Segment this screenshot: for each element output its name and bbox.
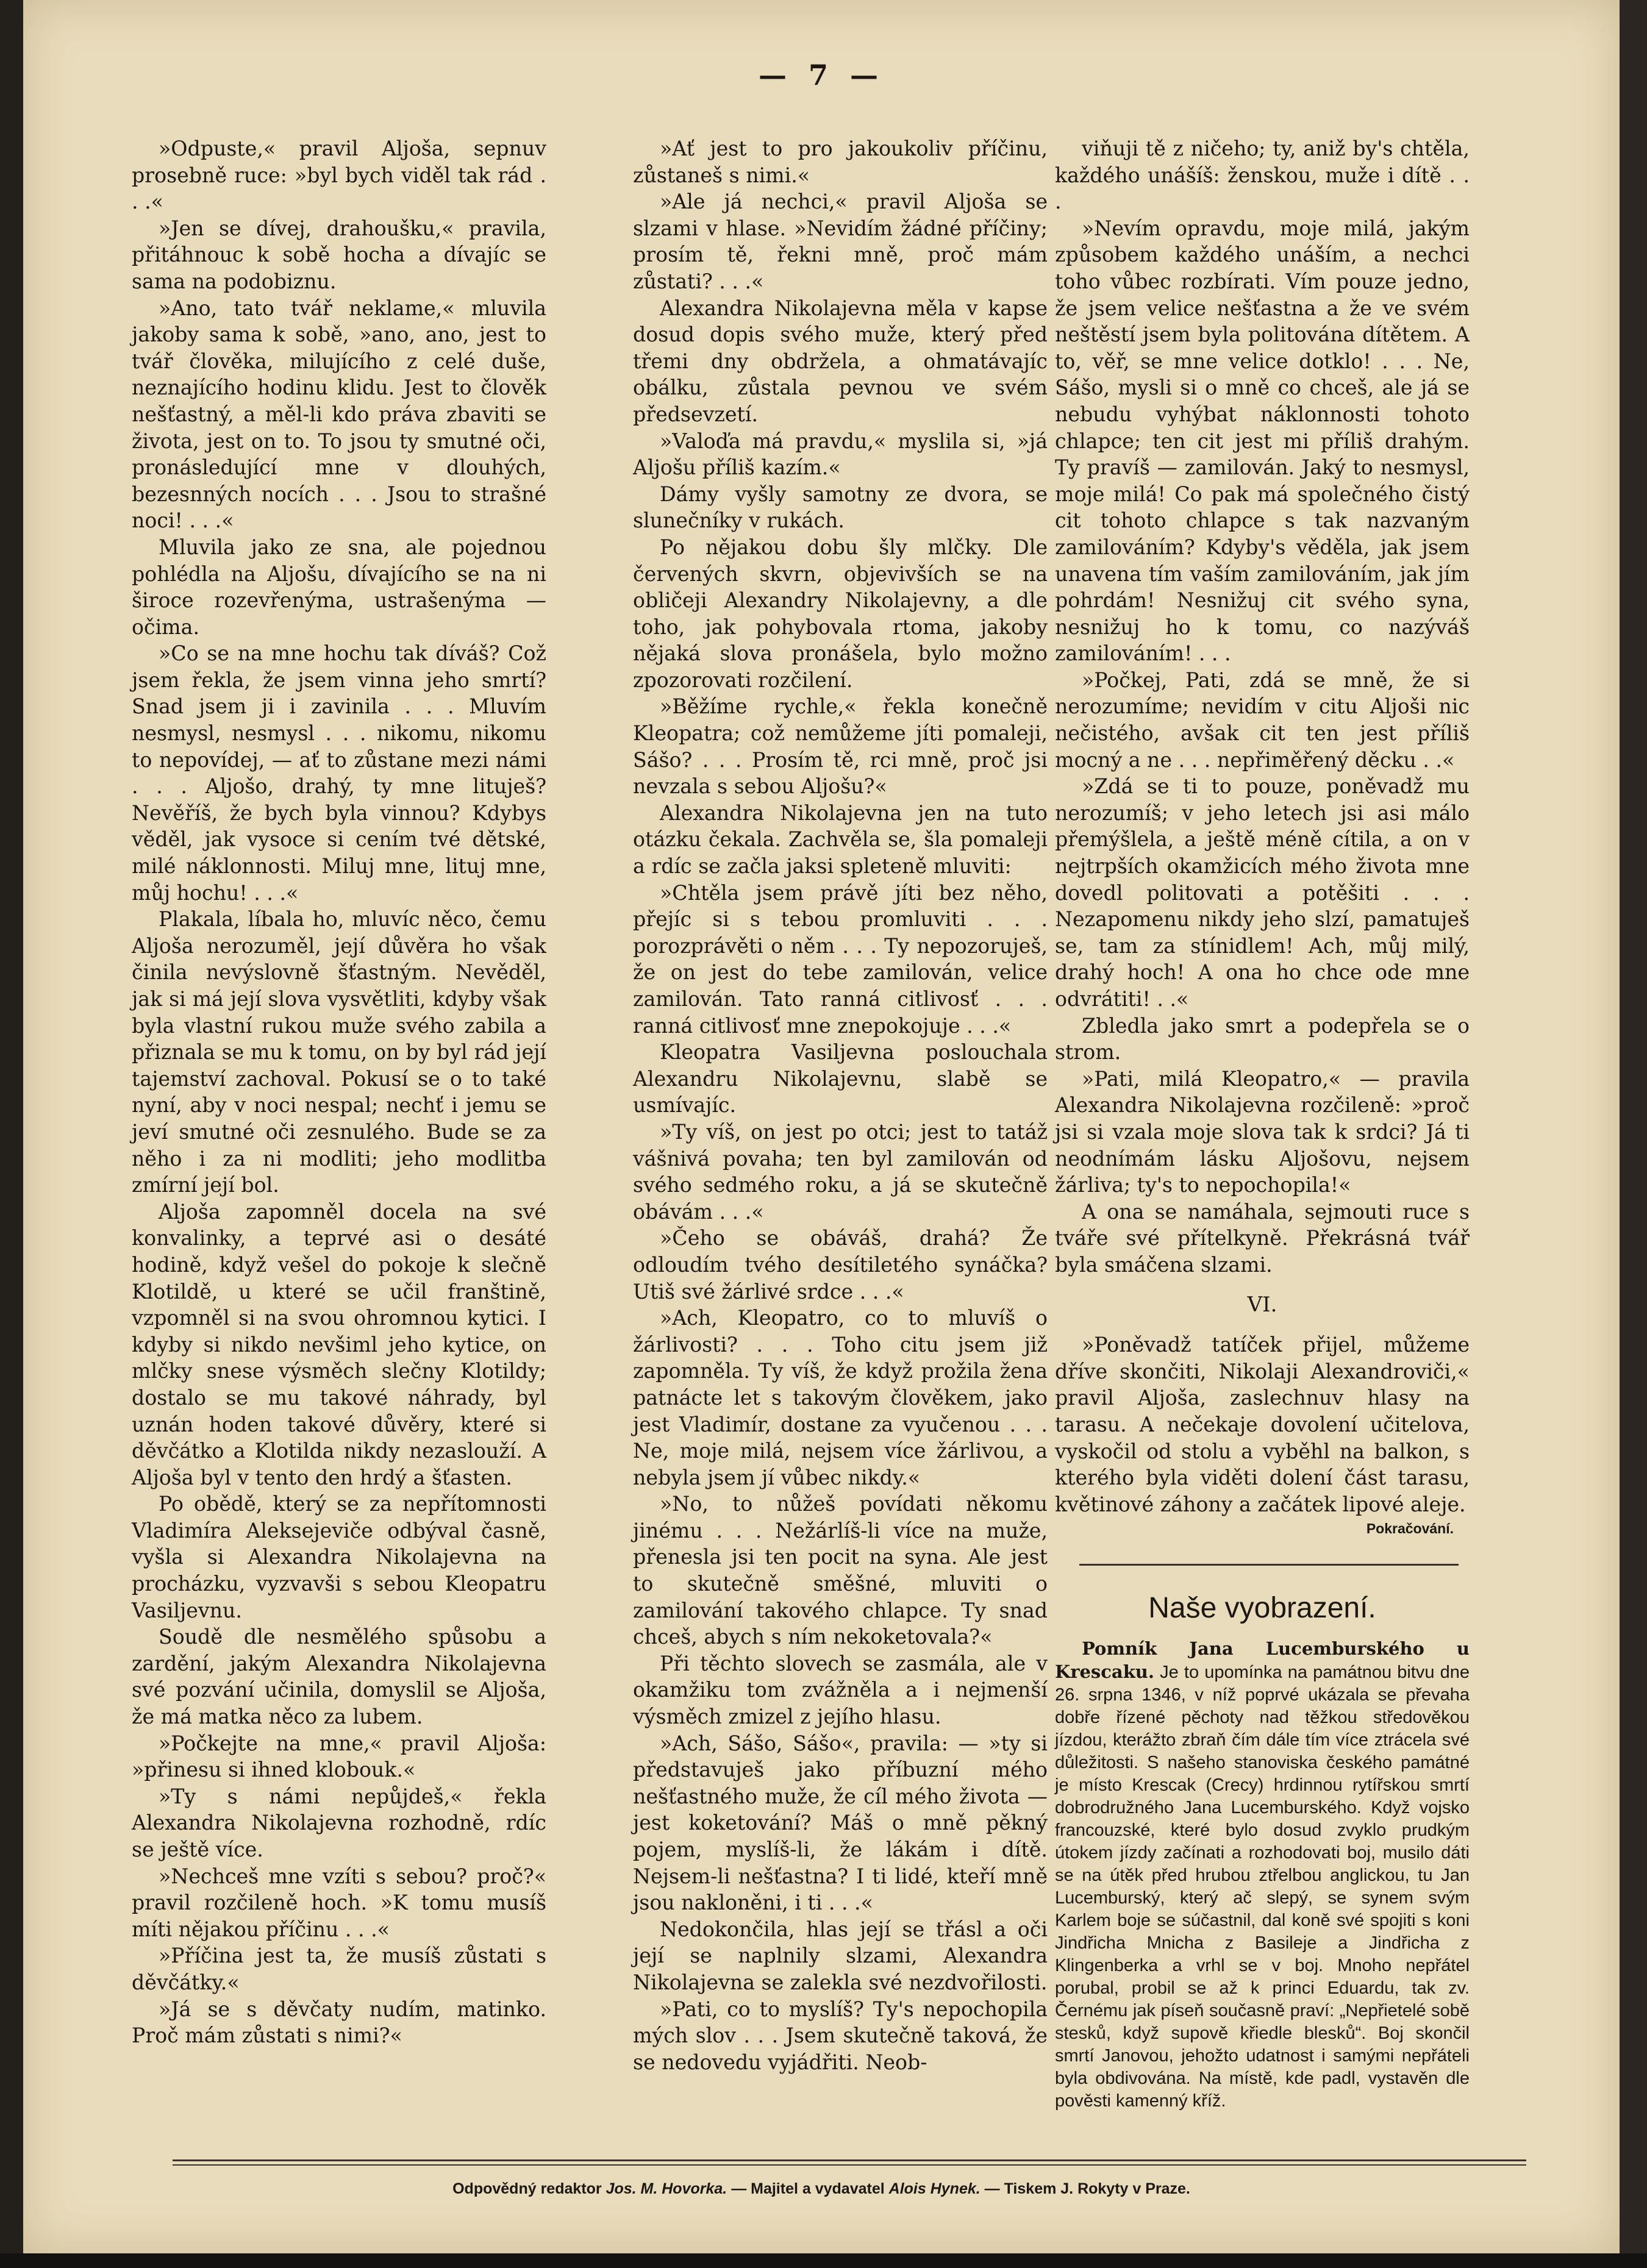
paragraph: »Ty s námi nepůjdeš,« řekla Alexandra Nikolajevna rozhodně, rdíc se ještě více. (132, 1784, 546, 1861)
text-column-2 (633, 135, 1048, 2075)
footer-rule (173, 2164, 1526, 2166)
paragraph: Soudě dle nesmělého spůsobu a zardění, jakým Alexandra Nikolajevna své pozvání učinila, domyslil se Aljoša, že má matka něco za lubem. (132, 1625, 546, 1729)
paragraph: »Co se na mne hochu tak díváš? Což jsem řekla, že jsem vinna jeho smrtí? Snad jsem ji i zavinila . . . Mluvím nesmysl, nesmysl . . . nikomu, nikomu to nepovídej, — ať to zůstane mezi námi . . . Aljošo, drahý, ty mne lituješ? Nevěříš, že bych byla vinnou? Kdybys věděl, jak vysoce si cením tvé dětské, milé náklonnosti. Miluj mne, lituj mne, můj hochu! . . .« (132, 641, 546, 905)
paragraph: viňuji tě z ničeho; ty, aniž by's chtěla, každého unášíš: ženskou, muže i dítě . . . (1055, 137, 1470, 214)
paragraph: Aljoša zapomněl docela na své konvalinky, a teprvé asi o desáté hodině, když vešel do pokoje k slečně Klotildě, u které se učil franštině, vzpomněl si na svou ohromnou kytici. I kdyby si nikdo nevšiml jeho kytice, on mlčky snese výsměch slečny Klotildy; dostalo se mu takové náhrady, byl uznán hoden takové důvěry, které si děvčátko a Klotilda nikdy nezaslouží. A Aljoša byl v tento den hrdý a šťasten. (132, 1199, 546, 1489)
paragraph: »Příčina jest ta, že musíš zůstati s děvčátky.« (132, 1944, 546, 1994)
illustration-body: Je to upomínka na památnou bitvu dne 26. srpna 1346, v níž poprvé ukázala se převaha dobře řízené pěchoty nad těžkou středověkou jízdou, kterážto zbraň čím dále tím více ztrácela své důležitosti. S našeho stanoviska českého památné je místo Krescak (Crecy) hrdinnou rytířskou smrtí dobrodružného Jana Lucemburského. Když vojsko francouzské, které bylo dosud zvyklo prudkým útokem jízdy začínati a rozhodovati boj, musilo dáti se na útěk před hrubou ztřelbou anglickou, tu Jan Lucemburský, který ač slepý, se synem svým Karlem boje se súčastnil, dal koně své spojiti s koni Jindřicha Mnicha z Basileje a Jindřicha z Klingenberka a vrhl se v boj. Mnoho nepřátel porubal, probil se až k princi Eduardu, tak zv. Černému jak píseň současně praví: „Nepřietelé sobě stesků, když supově křiedle blesků“. Boj skončil smrtí Janovou, jehožto udatnost i samými nepřáteli byla obdivována. Na místě, kde padl, vystavěn dle pověsti kamenný kříž. (1055, 1663, 1470, 2111)
paragraph: »Běžíme rychle,« řekla konečně Kleopatra; což nemůžeme jíti pomaleji, Sášo? . . . Prosím tě, rci mně, proč jsi nevzala s sebou Aljošu?« (633, 694, 1048, 799)
section-title: Naše vyobrazení. (1148, 1592, 1376, 1625)
paragraph: »Čeho se obáváš, drahá? Že odloudím tvého desítiletého synáčka? Utiš své žárlivé srdce . . .« (633, 1226, 1048, 1303)
paragraph: Dámy vyšly samotny ze dvora, se slunečníky v rukách. (633, 482, 1048, 533)
paragraph: Po obědě, který se za nepřítomnosti Vladimíra Aleksejeviče odbýval časně, vyšla si Alexandra Nikolajevna na procházku, vyzvavši s sebou Kleopatru Vasiljevnu. (132, 1492, 546, 1622)
section-divider (1079, 1564, 1459, 1566)
paragraph: »Pati, co to myslíš? Ty's nepochopila mých slov . . . Jsem skutečně taková, že se nedovedu vyjádřiti. Neob- (633, 1997, 1048, 2074)
paragraph: Alexandra Nikolajevna jen na tuto otázku čekala. Zachvěla se, šla pomaleji a rdíc se začla jaksi spleteně mluviti: (633, 801, 1048, 879)
paragraph: »Počkejte na mne,« pravil Aljoša: »přinesu si ihned klobouk.« (132, 1731, 546, 1782)
footer-suffix: — Tiskem J. Rokyty v Praze. (984, 2180, 1190, 2197)
paragraph: »Zdá se ti to pouze, poněvadž mu nerozumíš; v jeho letech jsi asi málo přemýšlela, a ještě méně cítila, a on v nejtrpších okamžicích mého života mne dovedl politovati a potěšiti . . . Nezapomenu nikdy jeho slzí, pamatuješ se, tam za stínidlem! Ach, můj milý, drahý hoch! A ona ho chce ode mne odvrátiti! . .« (1055, 774, 1470, 1011)
paragraph: »Já se s děvčaty nudím, matinko. Proč mám zůstati s nimi?« (132, 1997, 546, 2048)
paragraph: A ona se namáhala, sejmouti ruce s tváře své přítelkyně. Překrásná tvář byla smáčena slzami. (1055, 1199, 1470, 1277)
paragraph: »No, to nůžeš povídati někomu jinému . . . Nežárlíš-li více na muže, přenesla jsi ten pocit na syna. Ale jest to skutečně směšné, mluviti o zamilování takového chlapce. Ty snad chceš, abych s ním nekoketovala?« (633, 1492, 1048, 1649)
paragraph: Nedokončila, hlas její se třásl a oči její se naplnily slzami, Alexandra Nikolajevna se zalekla své nezdvořilosti. (633, 1917, 1048, 1994)
paragraph: »Ty víš, on jest po otci; jest to tatáž vášnivá povaha; ten byl zamilován od svého sedmého roku, a já se skutečně obávám . . .« (633, 1119, 1048, 1224)
paragraph: Mluvila jako ze sna, ale pojednou pohlédla na Aljošu, dívajícího se na ni široce rozevřenýma, ustrašenýma — očima. (132, 535, 546, 639)
bottom-page-edge (0, 2253, 1647, 2268)
paragraph: »Nechceš mne vzíti s sebou? proč?« pravil rozčileně hoch. »K tomu musíš míti nějakou příčinu . . .« (132, 1864, 546, 1941)
paragraph: »Ano, tato tvář neklame,« mluvila jakoby sama k sobě, »ano, ano, jest to tvář člověka, milujícího z celé duše, neznajícího hodinu klidu. Jest to člověk nešťastný, a měl-li kdo práva zbaviti se života, jest on to. To jsou ty smutné oči, pronásledující mne v dlouhých, bezesnných nocích . . . Jsou to strašné noci! . . .« (132, 296, 546, 533)
footer-publisher: Alois Hynek. (888, 2180, 981, 2197)
chapter-heading: VI. (1247, 1292, 1277, 1317)
continued-label: Pokračování. (1366, 1521, 1454, 1537)
paragraph: »Ale já nechci,« pravil Aljoša se slzami v hlase. »Nevidím žádné příčiny; prosím tě, řekni mně, proč mám zůstati? . . .« (633, 190, 1048, 293)
paragraph: »Ať jest to pro jakoukoliv příčinu, zůstaneš s nimi.« (633, 137, 1048, 187)
footer-mid: — Majitel a vydavatel (731, 2180, 885, 2197)
paragraph: »Odpuste,« pravil Aljoša, sepnuv prosebně ruce: »byl bych viděl tak rád . . .« (132, 137, 546, 214)
paragraph: »Počkej, Pati, zdá se mně, že si nerozumíme; nevidím v citu Aljoši nic nečistého, avšak cit ten jest příliš mocný a ne . . . nepřiměřený děcku . .« (1055, 668, 1470, 772)
illustration-text (1055, 1638, 1470, 2113)
footer-editor: Jos. M. Hovorka. (606, 2180, 727, 2197)
illustration-note (1055, 1638, 1470, 2113)
paragraph: »Ach, Sášo, Sášo«, pravila: — »ty si představuješ jako příbuzní mého nešťastného muže, že cíl mého života — jest koketování? Máš o mně pěkný pojem, myslíš-li, že lákám i dítě. Nejsem-li nešťastna? I ti lidé, kteří mně jsou nakloněni, i ti . . .« (633, 1731, 1048, 1915)
paragraph: Po nějakou dobu šly mlčky. Dle červených skvrn, objevivších se na obličeji Alexandry Nikolajevny, a dle toho, jak pohybovala rtoma, jakoby nějaká slova pronášela, bylo možno zpozorovati rozčilení. (633, 535, 1048, 692)
paragraph: Zbledla jako smrt a podepřela se o strom. (1055, 1013, 1470, 1064)
paragraph: Plakala, líbala ho, mluvíc něco, čemu Aljoša nerozuměl, její důvěra ho však činila nevýslovně šťastným. Nevěděl, jak si má její slova vysvětliti, kdyby však byla vlastní rukou muže svého zabila a přiznala se mu k tomu, on by byl rád její tajemství zachoval. Pokusí se o to také nyní, aby v noci nespal; nechť i jemu se jeví smutné oči zesnulého. Bude se za něho i za ni modliti; jeho modlitba zmírní její bol. (132, 907, 546, 1197)
footer-rule (173, 2159, 1526, 2161)
paragraph: »Pati, milá Kleopatro,« — pravila Alexandra Nikolajevna rozčileně: »proč jsi si vzala moje slova tak k srdci? Já ti neodnímám lásku Aljošovu, nejsem žárliva; ty's to nepochopila!« (1055, 1066, 1470, 1197)
text-column-3 (1055, 135, 1470, 2113)
paragraph: »Ach, Kleopatro, co to mluvíš o žárlivosti? . . . Toho citu jsem již zapomněla. Ty víš, že když prožila žena patnácte let s takovým člověkem, jako jest Vladimír, dostane za vyučenou . . . Ne, moje milá, nejsem více žárlivou, a nebyla jsem jí vůbec nikdy.« (633, 1306, 1048, 1489)
paragraph: »Jen se dívej, drahoušku,« pravila, přitáhnouc k sobě hocha a dívajíc se sama na podobiznu. (132, 216, 546, 293)
illustration-subject: Pomník Jana Lucemburského u Krescaku. (1055, 1638, 1470, 1683)
right-page-edge (1620, 0, 1647, 2268)
paragraph: »Valoďa má pravdu,« myslila si, »já Aljošu příliš kazím.« (633, 429, 1048, 480)
paragraph: Při těchto slovech se zasmála, ale v okamžiku tom zvážněla a i nejmenší výsměch zmizel z jejího hlasu. (633, 1651, 1048, 1729)
page-number: — 7 — (758, 59, 885, 91)
footer-prefix: Odpovědný redaktor (452, 2180, 602, 2197)
paragraph: »Chtěla jsem právě jíti bez něho, přejíc si s tebou promluviti . . . porozprávěti o něm . . . Ty nepozoruješ, že on jest do tebe zamilován, velice zamilován. Tato ranná citlivosť . . . ranná citlivosť mne znepokojuje . . .« (633, 880, 1048, 1038)
imprint-footer (23, 2180, 1620, 2198)
newspaper-page (23, 0, 1620, 2253)
paragraph: Alexandra Nikolajevna měla v kapse dosud dopis svého muže, který před třemi dny obdržela, a ohmatávajíc obálku, zůstala pevnou ve svém předsevzetí. (633, 296, 1048, 426)
paragraph: »Poněvadž tatíček přijel, můžeme dříve skončiti, Nikolaji Alexandroviči,« pravil Aljoša, zaslechnuv hlasy na tarasu. A nečekaje dovolení učitelova, vyskočil od stolu a vyběhl na balkon, s kterého byla viděti dolení část tarasu, květinové záhony a začátek lipové aleje. (1055, 1333, 1470, 1516)
book-binding (0, 0, 23, 2268)
text-column-1 (132, 135, 546, 2049)
paragraph: »Nevím opravdu, moje milá, jakým způsobem každého unáším, a nechci toho vůbec rozbírati. Vím pouze jedno, že jsem velice nešťastna a že ve svém neštěstí jsem byla politována dítětem. A to, věř, se mne velice dotklo! . . . Ne, Sášo, mysli si o mně co chceš, ale já se nebudu vyhýbat náklonnosti tohoto chlapce; ten cit jest mi příliš drahým. Ty pravíš — zamilován. Jaký to nesmysl, moje milá! Co pak má společného čistý cit tohoto chlapce s tak nazvaným zamilováním? Kdyby's věděla, jak jsem unavena tím vaším zamilováním, jak jím pohrdám! Nesnižuj cit svého syna, nesnižuj ho k tomu, co nazýváš zamilováním! . . . (1055, 216, 1470, 666)
paragraph: Kleopatra Vasiljevna poslouchala Alexandru Nikolajevnu, slabě se usmívajíc. (633, 1040, 1048, 1118)
